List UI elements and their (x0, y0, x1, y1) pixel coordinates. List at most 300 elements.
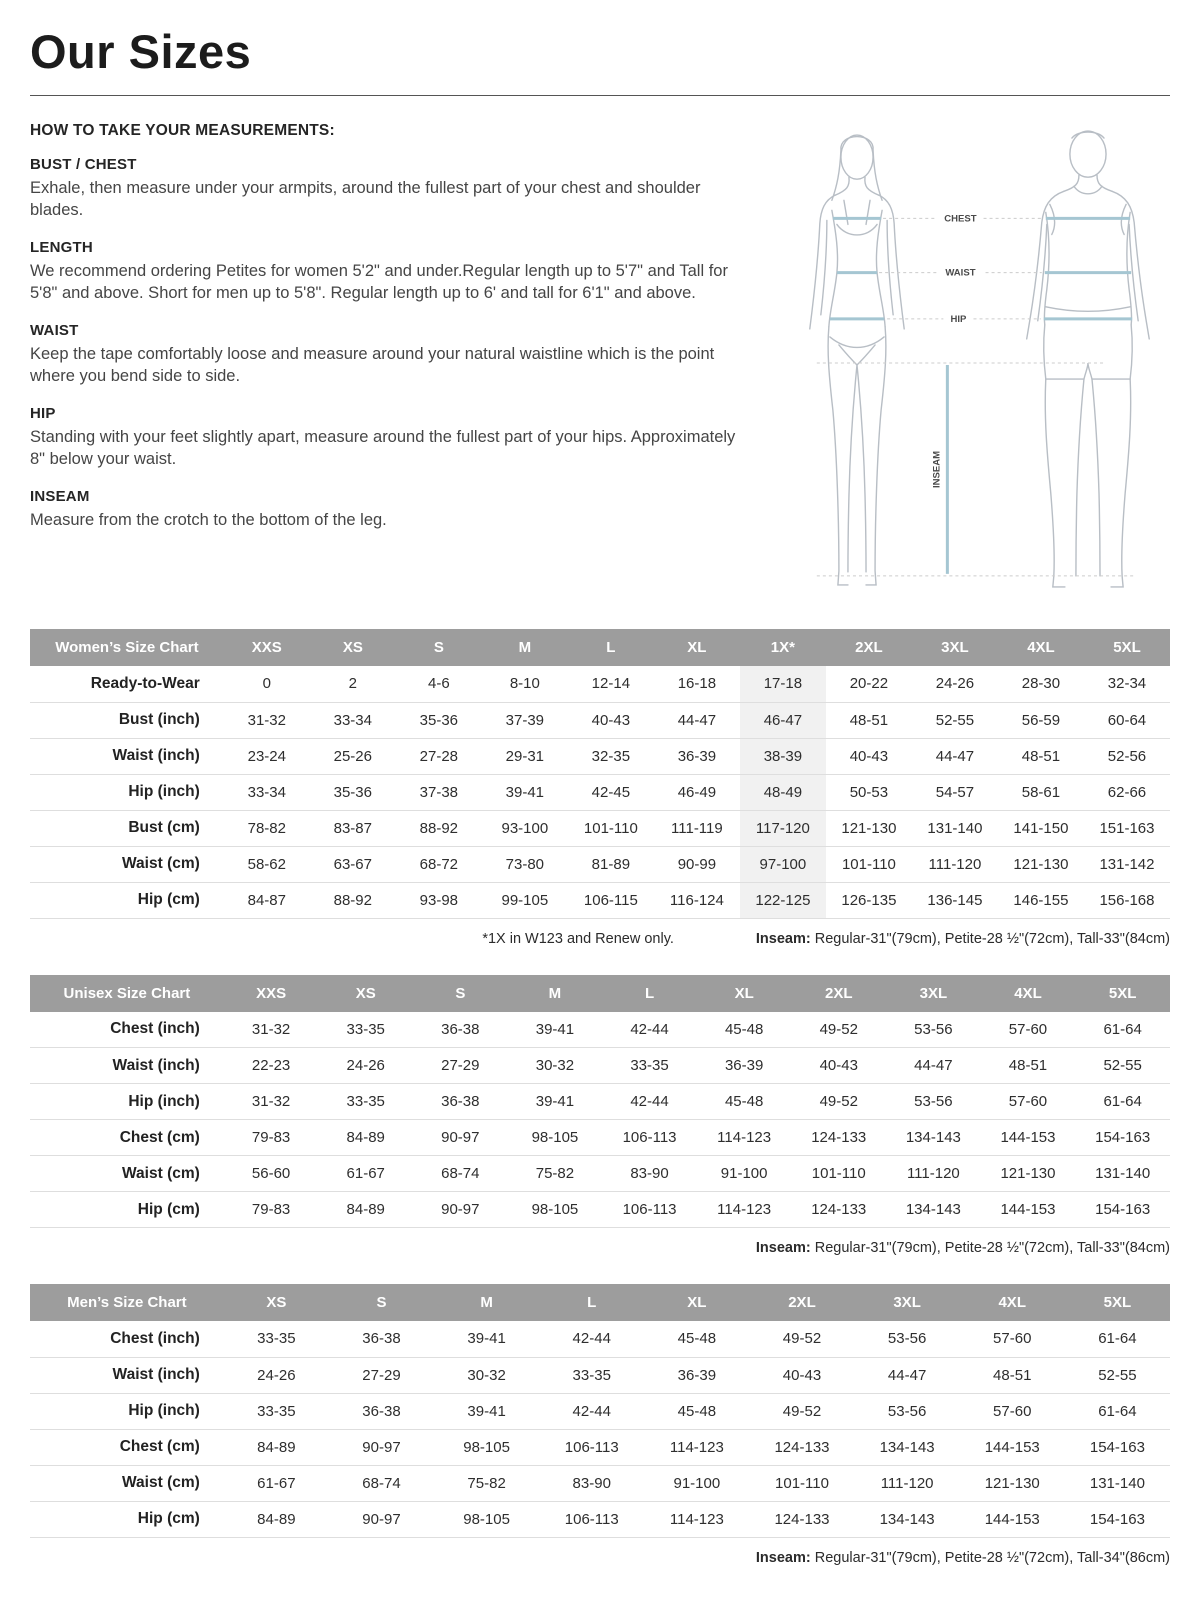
section-title: HIP (30, 404, 56, 422)
footnote-1x: *1X in W123 and Renew only. (482, 930, 674, 947)
size-cell: 144-153 (960, 1429, 1065, 1465)
unisex-size-chart-section (30, 975, 1170, 1257)
size-cell: 36-39 (644, 1357, 749, 1393)
size-cell: 114-123 (644, 1501, 749, 1537)
hip-label: HIP (950, 313, 967, 325)
size-column-header: 3XL (912, 629, 998, 666)
size-cell: 52-55 (1065, 1357, 1170, 1393)
size-column-header: 2XL (791, 975, 886, 1012)
size-cell: 79-83 (224, 1192, 319, 1228)
size-cell: 24-26 (224, 1357, 329, 1393)
size-cell: 91-100 (697, 1156, 792, 1192)
size-cell: 38-39 (740, 738, 826, 774)
size-cell: 61-64 (1075, 1012, 1170, 1048)
size-column-header: M (482, 629, 568, 666)
title-divider (30, 95, 1170, 96)
row-label: Waist (inch) (30, 738, 224, 774)
size-table (30, 975, 1170, 1229)
size-column-header: L (539, 1284, 644, 1321)
section-body: Measure from the crotch to the bottom of the leg. (30, 510, 387, 529)
size-cell: 32-34 (1084, 666, 1170, 702)
section-body: Standing with your feet slightly apart, measure around the fullest part of your hips. Approximately 8" below your waist. (30, 427, 736, 468)
size-cell: 42-44 (602, 1012, 697, 1048)
unisex-size-chart (30, 975, 1170, 1229)
size-cell: 49-52 (749, 1393, 854, 1429)
size-cell: 124-133 (791, 1192, 886, 1228)
size-cell: 122-125 (740, 882, 826, 918)
size-column-header: XS (310, 629, 396, 666)
size-cell: 121-130 (998, 846, 1084, 882)
table-row (30, 846, 1170, 882)
size-column-header: M (508, 975, 603, 1012)
size-cell: 131-140 (912, 810, 998, 846)
size-cell: 75-82 (434, 1465, 539, 1501)
size-cell: 56-60 (224, 1156, 319, 1192)
size-cell: 28-30 (998, 666, 1084, 702)
size-cell: 121-130 (826, 810, 912, 846)
size-cell: 156-168 (1084, 882, 1170, 918)
size-column-header: 4XL (981, 975, 1076, 1012)
header-row (30, 975, 1170, 1012)
size-cell: 90-99 (654, 846, 740, 882)
size-cell: 42-44 (539, 1321, 644, 1357)
row-label: Waist (inch) (30, 1357, 224, 1393)
size-column-header: 2XL (749, 1284, 854, 1321)
size-cell: 78-82 (224, 810, 310, 846)
table-row (30, 1429, 1170, 1465)
measurement-instructions-area (30, 120, 1170, 601)
size-cell: 46-49 (654, 774, 740, 810)
size-cell: 53-56 (855, 1321, 960, 1357)
chest-label: CHEST (944, 213, 977, 225)
table-row (30, 702, 1170, 738)
size-cell: 48-51 (960, 1357, 1065, 1393)
size-cell: 33-34 (310, 702, 396, 738)
size-cell: 45-48 (644, 1393, 749, 1429)
measure-section-waist (30, 322, 771, 388)
woman-figure-icon (810, 135, 904, 585)
size-cell: 84-89 (224, 1501, 329, 1537)
size-cell: 17-18 (740, 666, 826, 702)
size-cell: 39-41 (508, 1084, 603, 1120)
size-cell: 36-39 (697, 1048, 792, 1084)
size-cell: 62-66 (1084, 774, 1170, 810)
size-cell: 97-100 (740, 846, 826, 882)
size-cell: 91-100 (644, 1465, 749, 1501)
size-cell: 114-123 (697, 1120, 792, 1156)
size-column-header: S (329, 1284, 434, 1321)
table-row (30, 666, 1170, 702)
size-cell: 16-18 (654, 666, 740, 702)
size-table (30, 629, 1170, 919)
size-column-header: 5XL (1084, 629, 1170, 666)
size-cell: 22-23 (224, 1048, 319, 1084)
table-row (30, 1120, 1170, 1156)
size-cell: 60-64 (1084, 702, 1170, 738)
table-row (30, 1501, 1170, 1537)
size-cell: 151-163 (1084, 810, 1170, 846)
measure-section-bust-chest (30, 156, 771, 222)
size-cell: 44-47 (654, 702, 740, 738)
size-cell: 4-6 (396, 666, 482, 702)
size-cell: 84-89 (318, 1192, 413, 1228)
section-body: We recommend ordering Petites for women 5'2" and under.Regular length up to 5'7" and Tall for 5'8" and above. Short for men up to 5'8". Regular length up to 6' and tall for 6'1" and above. (30, 261, 728, 302)
size-cell: 57-60 (981, 1084, 1076, 1120)
size-cell: 48-51 (998, 738, 1084, 774)
size-column-header: XS (318, 975, 413, 1012)
size-cell: 27-29 (413, 1048, 508, 1084)
size-cell: 83-87 (310, 810, 396, 846)
size-cell: 93-100 (482, 810, 568, 846)
size-cell: 68-72 (396, 846, 482, 882)
size-cell: 57-60 (960, 1321, 1065, 1357)
size-cell: 90-97 (329, 1429, 434, 1465)
size-cell: 36-38 (413, 1084, 508, 1120)
row-label: Waist (cm) (30, 1156, 224, 1192)
size-column-header: XL (654, 629, 740, 666)
instructions-column (30, 120, 771, 548)
table-row (30, 1156, 1170, 1192)
header-row (30, 629, 1170, 666)
size-cell: 30-32 (508, 1048, 603, 1084)
size-cell: 42-45 (568, 774, 654, 810)
size-cell: 23-24 (224, 738, 310, 774)
size-cell: 48-51 (981, 1048, 1076, 1084)
size-cell: 39-41 (482, 774, 568, 810)
size-cell: 131-142 (1084, 846, 1170, 882)
table-row (30, 810, 1170, 846)
size-cell: 31-32 (224, 702, 310, 738)
row-label: Hip (cm) (30, 1192, 224, 1228)
waist-label: WAIST (945, 267, 976, 279)
size-column-header: 2XL (826, 629, 912, 666)
size-cell: 134-143 (855, 1501, 960, 1537)
row-label: Hip (inch) (30, 1393, 224, 1429)
table-title: Unisex Size Chart (30, 975, 224, 1012)
table-row (30, 1465, 1170, 1501)
size-cell: 101-110 (749, 1465, 854, 1501)
size-cell: 98-105 (508, 1192, 603, 1228)
size-cell: 90-97 (413, 1120, 508, 1156)
measure-section-hip (30, 405, 771, 471)
mens-footnotes (30, 1550, 1170, 1566)
size-cell: 42-44 (539, 1393, 644, 1429)
inseam-note-text: Regular-31"(79cm), Petite-28 ½"(72cm), Tall-34"(86cm) (814, 1549, 1170, 1566)
size-cell: 31-32 (224, 1084, 319, 1120)
size-cell: 2 (310, 666, 396, 702)
inseam-note (756, 931, 1170, 947)
size-cell: 61-67 (318, 1156, 413, 1192)
size-cell: 33-35 (318, 1012, 413, 1048)
size-cell: 44-47 (855, 1357, 960, 1393)
size-cell: 124-133 (749, 1501, 854, 1537)
row-label: Waist (cm) (30, 846, 224, 882)
size-cell: 42-44 (602, 1084, 697, 1120)
body-measurement-diagram (785, 120, 1170, 601)
row-label: Chest (cm) (30, 1120, 224, 1156)
size-column-header: XXS (224, 629, 310, 666)
size-cell: 58-61 (998, 774, 1084, 810)
size-cell: 30-32 (434, 1357, 539, 1393)
size-cell: 53-56 (855, 1393, 960, 1429)
size-cell: 144-153 (981, 1192, 1076, 1228)
size-cell: 83-90 (539, 1465, 644, 1501)
inseam-note-label: Inseam: (755, 1549, 811, 1566)
size-cell: 73-80 (482, 846, 568, 882)
size-cell: 44-47 (912, 738, 998, 774)
size-cell: 101-110 (826, 846, 912, 882)
size-cell: 36-38 (329, 1393, 434, 1429)
size-column-header: 4XL (960, 1284, 1065, 1321)
size-cell: 48-51 (826, 702, 912, 738)
inseam-label: INSEAM (931, 450, 943, 489)
size-cell: 27-29 (329, 1357, 434, 1393)
unisex-footnotes (30, 1240, 1170, 1256)
size-cell: 35-36 (310, 774, 396, 810)
size-cell: 58-62 (224, 846, 310, 882)
size-cell: 114-123 (697, 1192, 792, 1228)
size-cell: 33-35 (224, 1393, 329, 1429)
table-row (30, 1321, 1170, 1357)
header-row (30, 1284, 1170, 1321)
size-cell: 32-35 (568, 738, 654, 774)
row-label: Chest (inch) (30, 1321, 224, 1357)
size-cell: 33-35 (539, 1357, 644, 1393)
row-label: Ready-to-Wear (30, 666, 224, 702)
size-cell: 75-82 (508, 1156, 603, 1192)
size-cell: 106-113 (539, 1501, 644, 1537)
size-cell: 39-41 (434, 1393, 539, 1429)
table-row (30, 1393, 1170, 1429)
size-cell: 24-26 (912, 666, 998, 702)
size-cell: 146-155 (998, 882, 1084, 918)
table-row (30, 882, 1170, 918)
size-cell: 114-123 (644, 1429, 749, 1465)
womens-size-chart-section (30, 629, 1170, 947)
size-cell: 33-35 (318, 1084, 413, 1120)
size-cell: 141-150 (998, 810, 1084, 846)
measurement-diagram-svg (785, 124, 1170, 596)
size-column-header: L (568, 629, 654, 666)
size-cell: 61-64 (1065, 1393, 1170, 1429)
size-column-header: XS (224, 1284, 329, 1321)
size-cell: 154-163 (1075, 1120, 1170, 1156)
size-table (30, 1284, 1170, 1538)
size-cell: 50-53 (826, 774, 912, 810)
size-cell: 54-57 (912, 774, 998, 810)
size-cell: 144-153 (981, 1120, 1076, 1156)
size-cell: 124-133 (749, 1429, 854, 1465)
size-cell: 111-119 (654, 810, 740, 846)
size-column-header: 5XL (1065, 1284, 1170, 1321)
inseam-note-label: Inseam: (755, 1240, 811, 1256)
table-row (30, 774, 1170, 810)
size-cell: 154-163 (1065, 1501, 1170, 1537)
size-cell: 98-105 (508, 1120, 603, 1156)
size-cell: 131-140 (1075, 1156, 1170, 1192)
size-column-header: 3XL (855, 1284, 960, 1321)
size-cell: 37-38 (396, 774, 482, 810)
table-title: Men’s Size Chart (30, 1284, 224, 1321)
size-cell: 68-74 (329, 1465, 434, 1501)
size-cell: 111-120 (912, 846, 998, 882)
size-cell: 49-52 (791, 1012, 886, 1048)
size-cell: 106-113 (602, 1192, 697, 1228)
size-cell: 45-48 (644, 1321, 749, 1357)
size-cell: 61-67 (224, 1465, 329, 1501)
size-column-header: L (602, 975, 697, 1012)
size-cell: 98-105 (434, 1501, 539, 1537)
size-cell: 8-10 (482, 666, 568, 702)
size-cell: 44-47 (886, 1048, 981, 1084)
size-cell: 25-26 (310, 738, 396, 774)
inseam-note (756, 1240, 1170, 1256)
diagram-labels (931, 213, 976, 488)
size-cell: 131-140 (1065, 1465, 1170, 1501)
section-title: BUST / CHEST (30, 156, 137, 173)
size-cell: 116-124 (654, 882, 740, 918)
size-cell: 88-92 (310, 882, 396, 918)
size-cell: 35-36 (396, 702, 482, 738)
size-column-header: XL (697, 975, 792, 1012)
row-label: Hip (cm) (30, 1501, 224, 1537)
row-label: Hip (cm) (30, 882, 224, 918)
size-cell: 0 (224, 666, 310, 702)
size-cell: 52-56 (1084, 738, 1170, 774)
mens-size-chart-section (30, 1284, 1170, 1566)
size-cell: 39-41 (434, 1321, 539, 1357)
table-row (30, 1084, 1170, 1120)
table-row (30, 738, 1170, 774)
size-cell: 45-48 (697, 1012, 792, 1048)
size-cell: 84-89 (224, 1429, 329, 1465)
size-column-header: XL (644, 1284, 749, 1321)
size-cell: 20-22 (826, 666, 912, 702)
size-cell: 63-67 (310, 846, 396, 882)
size-cell: 52-55 (1075, 1048, 1170, 1084)
size-cell: 84-87 (224, 882, 310, 918)
row-label: Hip (inch) (30, 774, 224, 810)
size-cell: 144-153 (960, 1501, 1065, 1537)
size-cell: 61-64 (1075, 1084, 1170, 1120)
table-row (30, 1192, 1170, 1228)
table-row (30, 1357, 1170, 1393)
size-column-header: 3XL (886, 975, 981, 1012)
size-cell: 79-83 (224, 1120, 319, 1156)
table-title: Women’s Size Chart (30, 629, 224, 666)
man-figure-icon (1027, 131, 1150, 587)
size-cell: 48-49 (740, 774, 826, 810)
size-column-header: M (434, 1284, 539, 1321)
womens-size-chart (30, 629, 1170, 919)
size-cell: 99-105 (482, 882, 568, 918)
size-cell: 136-145 (912, 882, 998, 918)
page-title: Our Sizes (30, 25, 252, 78)
size-cell: 57-60 (981, 1012, 1076, 1048)
table-row (30, 1012, 1170, 1048)
size-cell: 40-43 (826, 738, 912, 774)
measure-section-length (30, 239, 771, 305)
size-cell: 117-120 (740, 810, 826, 846)
size-cell: 61-64 (1065, 1321, 1170, 1357)
size-cell: 121-130 (981, 1156, 1076, 1192)
size-cell: 52-55 (912, 702, 998, 738)
size-cell: 121-130 (960, 1465, 1065, 1501)
row-label: Bust (inch) (30, 702, 224, 738)
size-cell: 45-48 (697, 1084, 792, 1120)
inseam-note-label: Inseam: (755, 930, 811, 947)
size-cell: 98-105 (434, 1429, 539, 1465)
inseam-note-text: Regular-31"(79cm), Petite-28 ½"(72cm), Tall-33"(84cm) (814, 930, 1170, 947)
measure-section-inseam (30, 488, 771, 532)
size-column-header: 4XL (998, 629, 1084, 666)
size-column-header: 1X* (740, 629, 826, 666)
mens-size-chart (30, 1284, 1170, 1538)
size-cell: 40-43 (749, 1357, 854, 1393)
size-cell: 33-34 (224, 774, 310, 810)
size-cell: 83-90 (602, 1156, 697, 1192)
size-cell: 36-38 (413, 1012, 508, 1048)
size-cell: 12-14 (568, 666, 654, 702)
size-cell: 106-113 (539, 1429, 644, 1465)
row-label: Waist (inch) (30, 1048, 224, 1084)
size-column-header: S (413, 975, 508, 1012)
section-title: INSEAM (30, 487, 90, 505)
size-cell: 29-31 (482, 738, 568, 774)
section-title: LENGTH (30, 238, 93, 256)
size-cell: 93-98 (396, 882, 482, 918)
size-cell: 31-32 (224, 1012, 319, 1048)
size-cell: 88-92 (396, 810, 482, 846)
row-label: Bust (cm) (30, 810, 224, 846)
womens-footnotes (30, 931, 1170, 947)
size-cell: 49-52 (791, 1084, 886, 1120)
size-cell: 56-59 (998, 702, 1084, 738)
section-title: WAIST (30, 321, 79, 339)
size-cell: 40-43 (568, 702, 654, 738)
inseam-note-text: Regular-31"(79cm), Petite-28 ½"(72cm), Tall-33"(84cm) (814, 1240, 1170, 1256)
section-body: Keep the tape comfortably loose and measure around your natural waistline which is the point where you bend side to side. (30, 344, 715, 385)
size-cell: 134-143 (886, 1192, 981, 1228)
size-cell: 33-35 (602, 1048, 697, 1084)
row-label: Waist (cm) (30, 1465, 224, 1501)
size-cell: 106-115 (568, 882, 654, 918)
size-cell: 134-143 (855, 1429, 960, 1465)
size-cell: 84-89 (318, 1120, 413, 1156)
size-cell: 124-133 (791, 1120, 886, 1156)
size-cell: 27-28 (396, 738, 482, 774)
size-cell: 37-39 (482, 702, 568, 738)
size-cell: 53-56 (886, 1012, 981, 1048)
size-cell: 24-26 (318, 1048, 413, 1084)
size-cell: 111-120 (886, 1156, 981, 1192)
size-column-header: XXS (224, 975, 319, 1012)
size-cell: 90-97 (329, 1501, 434, 1537)
size-cell: 40-43 (791, 1048, 886, 1084)
size-cell: 154-163 (1065, 1429, 1170, 1465)
size-cell: 36-38 (329, 1321, 434, 1357)
inseam-note (756, 1550, 1170, 1566)
size-column-header: 5XL (1075, 975, 1170, 1012)
instructions-heading: HOW TO TAKE YOUR MEASUREMENTS: (30, 122, 335, 139)
section-body: Exhale, then measure under your armpits, around the fullest part of your chest and shoulder blades. (30, 179, 701, 219)
size-cell: 49-52 (749, 1321, 854, 1357)
size-cell: 101-110 (791, 1156, 886, 1192)
size-cell: 154-163 (1075, 1192, 1170, 1228)
size-cell: 81-89 (568, 846, 654, 882)
size-cell: 111-120 (855, 1465, 960, 1501)
size-cell: 106-113 (602, 1120, 697, 1156)
